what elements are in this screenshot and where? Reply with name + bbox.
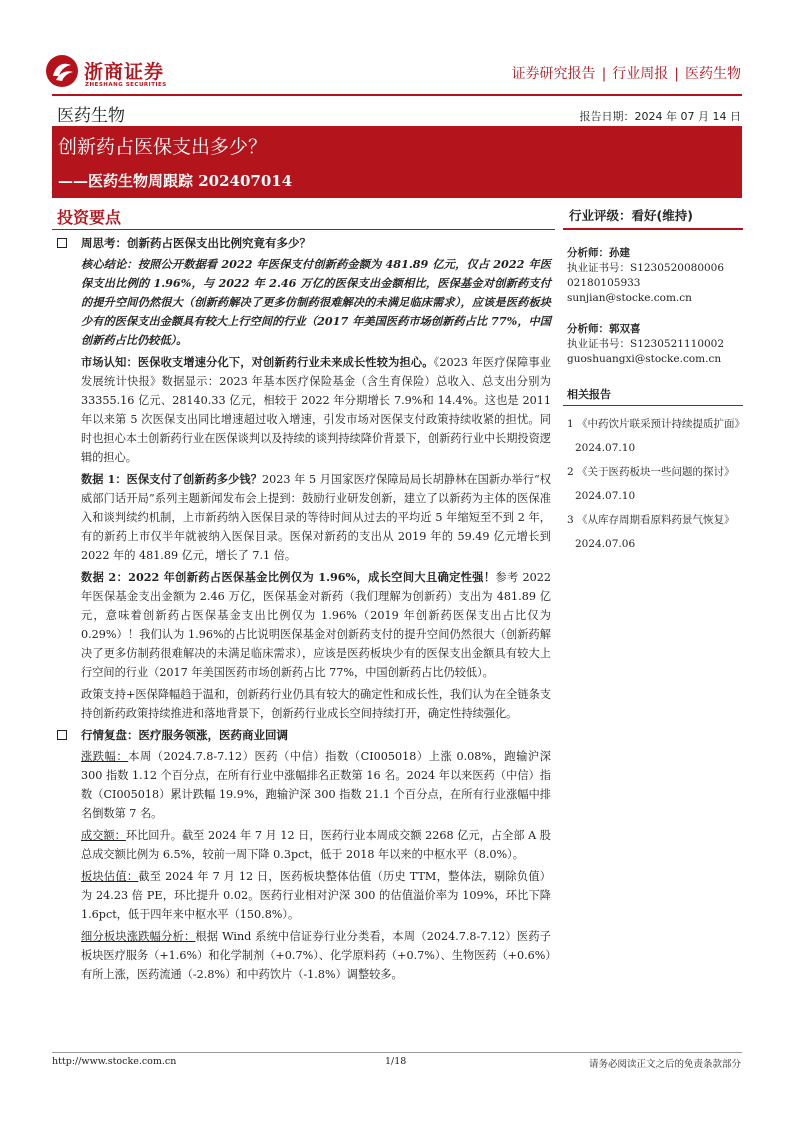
report-subtitle: ——医药生物周跟踪 202407014: [58, 172, 293, 190]
market-view-paragraph: [81, 353, 551, 467]
price-change-paragraph: [81, 747, 551, 823]
market-view-body: 《2023 年医疗保障事业发展统计快报》数据显示：2023 年基本医疗保险基金（含生育保险）总收入、总支出分别为 33355.16 亿元、28140.33 亿元，相较于 2022 年分期增长 7.9%和 14.4%。这也是 2011 年以来第 5 次医保支出同比增速超过收入增速，引发市场对医保支付政策持续收紧的担忧。同时也担心本土创新药行业在医保谈判以及持续的谈判持续降价背景下，创新药行业中长期投资逻辑的担心。: [81, 356, 551, 464]
subsector-body: 根据 Wind 系统中信证券行业分类看，本周（2024.7.8-7.12）医药子板块医疗服务（+1.6%）和化学制剂（+0.7%）、化学原料药（+0.7%）、生物医药（+0.6%）有所上涨，医药流通（-2.8%）和中药饮片（-1.8%）调整较多。: [81, 930, 552, 981]
analyst-cert: 执业证书号：S1230521110002: [567, 338, 725, 350]
company-logo: [44, 52, 172, 92]
bullet-weekly-thinking: [57, 234, 551, 253]
data2-body: 参考 2022 年医保基金支出金额为 2.46 万亿，医保基金对新药（我们理解为创新药）支出为 481.89 亿元，意味着创新药占医保基金支出比例仅为 1.96%（2019 年创新药医保支出占比仅为 0.29%）！我们认为 1.96%的占比说明医保基金对创新药支付的提升空间仍然很大（创新药解决了更多仿制药很难解决的未满足临床需求），应该是医药板块少有的医保支出金额具有较大上行空间的行业（2017 年美国医药市场创新药占比 77%，中国创新药占比仍较低）。: [81, 571, 551, 679]
bullet-market-review: [57, 726, 551, 745]
main-content: [57, 234, 551, 987]
industry-rating: 行业评级：看好(维持): [563, 205, 743, 230]
turnover-body: 环比回升。截至 2024 年 7 月 12 日，医药行业本周成交额 2268 亿元，占全部 A 股总成交额比例为 6.5%，较前一周下降 0.3pct，低于 2018 年以来的中枢水平（8.0%）。: [81, 829, 551, 861]
report-date: 报告日期：2024 年 07 月 14 日: [579, 110, 741, 123]
report-title: 创新药占医保支出多少？: [58, 136, 268, 158]
invest-divider: [52, 229, 555, 230]
disclaimer-note: 请务必阅读正文之后的免责条款部分: [588, 1059, 741, 1070]
subsector-label: 细分板块涨跌幅分析：: [81, 930, 196, 943]
data1-body: 2023 年 5 月国家医疗保障局局长胡静林在国新办举行“权威部门话开局”系列主题新闻发布会上提到：鼓励行业研发创新，建立了以新药为主体的医保准入和谈判续约机制，上市新药纳入医保目录的等待时间从过去的平均近 5 年缩短至不到 2 年，有的新药上市仅半年就被纳入医保目录。医保对新药的支出从 2019 年的 59.49 亿元增长到 2022 年的 481.89 亿元，增长了 7.1 倍。: [81, 473, 551, 562]
section-label: 医药生物: [57, 106, 125, 126]
related-report-item[interactable]: [567, 508, 743, 556]
turnover-paragraph: [81, 826, 551, 864]
analyst-name: 分析师：孙建: [567, 247, 630, 259]
valuation-label: 板块估值：: [81, 870, 139, 883]
data2-paragraph: [81, 568, 551, 682]
related-reports-heading: 相关报告: [563, 387, 743, 406]
related-report-title[interactable]: 3 《从库存周期看原料药景气恢复》: [567, 514, 735, 526]
analyst-phone: 02180105933: [567, 277, 641, 289]
page-number: 1/18: [385, 1056, 407, 1067]
subsector-paragraph: [81, 927, 551, 984]
checkbox-bullet-icon: [57, 238, 67, 248]
title-banner: [52, 126, 742, 198]
analyst-card: [563, 246, 743, 306]
analyst-email[interactable]: sunjian@stocke.com.cn: [567, 292, 692, 304]
related-report-date: 2024.07.06: [575, 538, 636, 550]
valuation-body: 截至 2024 年 7 月 12 日，医药板块整体估值（历史 TTM，整体法，剔除负值）为 24.23 倍 PE，环比提升 0.02。医药行业相对沪深 300 的估值溢价率为 109%，环比下降 1.6pct，低于四年来中枢水平（150.8%）。: [81, 870, 551, 921]
sidebar: [563, 205, 746, 556]
breadcrumb-item-weekly: 行业周报: [612, 66, 669, 82]
breadcrumb: 证券研究报告 | 行业周报 | 医药生物: [511, 66, 741, 82]
price-change-body: 本周（2024.7.8-7.12）医药（中信）指数（CI005018）上涨 0.08%，跑输沪深 300 指数 1.12 个百分点，在所有行业中涨幅排名正数第 16 名。2024 年以来医药（中信）指数（CI005018）累计跌幅 19.9%，跑输沪深 300 指数 21.1 个百分点，在所有行业涨幅中排名倒数第 7 名。: [81, 750, 551, 820]
breadcrumb-item-sector: 医药生物: [685, 66, 741, 82]
analyst-card: [563, 322, 743, 367]
checkbox-bullet-icon: [57, 730, 67, 740]
related-report-date: 2024.07.10: [575, 490, 636, 502]
bullet-heading: 周思考：创新药占医保支出比例究竟有多少？: [81, 236, 311, 250]
data2-heading: 数据 2：2022 年创新药占医保基金比例仅为 1.96%，成长空间大且确定性强！: [81, 570, 496, 584]
price-change-label: 涨跌幅：: [81, 750, 129, 763]
logo-subtext: ZHESHANG SECURITIES: [85, 82, 167, 88]
turnover-label: 成交额：: [81, 829, 126, 842]
page-header: [0, 0, 793, 96]
breadcrumb-item-report: 证券研究报告: [511, 66, 596, 82]
data1-paragraph: [81, 470, 551, 565]
analyst-email[interactable]: guoshuangxi@stocke.com.cn: [567, 353, 722, 365]
related-report-item[interactable]: [567, 412, 746, 460]
related-report-title[interactable]: 2 《关于医药板块一些问题的探讨》: [567, 466, 735, 478]
logo-text: 浙商证券: [84, 61, 165, 83]
valuation-paragraph: [81, 867, 551, 924]
related-reports-list: [563, 412, 746, 556]
analyst-name: 分析师：郭双喜: [567, 323, 641, 335]
market-view-heading: 市场认知：医保收支增速分化下，对创新药行业未来成长性较为担心。: [81, 355, 434, 369]
related-report-item[interactable]: [567, 460, 743, 508]
bullet-heading: 行情复盘：医疗服务领涨，医药商业回调: [81, 728, 288, 742]
related-report-title[interactable]: 1 《中药饮片联采预计持续提质扩面》: [567, 418, 746, 430]
invest-highlights-heading: 投资要点: [57, 208, 122, 227]
logo-mark-icon: [44, 54, 80, 88]
data1-heading: 数据 1：医保支付了创新药多少钱？: [81, 472, 262, 486]
policy-paragraph: 政策支持+医保降幅趋于温和，创新药行业仍具有较大的确定性和成长性，我们认为在全链条支持创新药政策持续推进和落地背景下，创新药行业成长空间持续打开，确定性持续强化。: [81, 688, 551, 720]
core-conclusion: 核心结论：按照公开数据看 2022 年医保支付创新药金额为 481.89 亿元，仅占 2022 年医保支出比例的 1.96%，与 2022 年 2.46 万亿的医保支出金额相比，医保基金对创新药支付的提升空间仍然很大（创新药解决了更多仿制药很难解决的未满足临床需求），应该是医药板块少有的医保支出金额具有较大上行空间的行业（2017 年美国医药市场创新药占比 77%，中国创新药占比仍较低）。: [81, 257, 551, 347]
related-report-date: 2024.07.10: [575, 442, 636, 454]
footer-divider: [52, 1052, 742, 1053]
footer-url[interactable]: http://www.stocke.com.cn: [52, 1056, 177, 1067]
analyst-cert: 执业证书号：S1230520080006: [567, 262, 725, 274]
header-divider: [52, 94, 742, 96]
